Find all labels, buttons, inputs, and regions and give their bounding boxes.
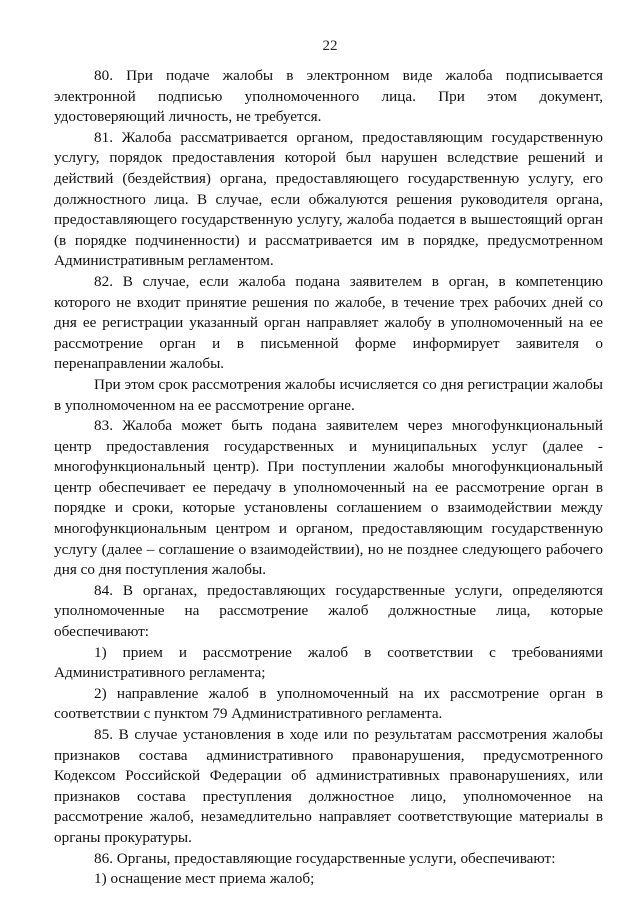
paragraph-84: 84. В органах, предоставляющих государственные услуги, определяются уполномоченные на рассмотрение жалоб должностные лица, которые обеспечивают: (54, 581, 603, 641)
document-body (54, 66, 603, 890)
paragraph-82-term: При этом срок рассмотрения жалобы исчисляется со дня регистрации жалобы в уполномоченном на ее рассмотрение органе. (54, 375, 603, 414)
paragraph-84-item-2: 2) направление жалоб в уполномоченный на их рассмотрение орган в соответствии с пунктом 79 Административного регламента. (54, 684, 603, 723)
paragraph-86: 86. Органы, предоставляющие государственные услуги, обеспечивают: (94, 849, 556, 867)
page-number: 22 (322, 38, 338, 54)
paragraph-86-item-1: 1) оснащение мест приема жалоб; (94, 870, 315, 888)
paragraph-83: 83. Жалоба может быть подана заявителем через многофункциональный центр предоставления государственных и муниципальных услуг (далее - многофункциональный центр). При поступлении жалобы многофункциональный центр обеспечивает ее передачу в уполномоченный на ее рассмотрение орган в порядке и сроки, которые установлены соглашением о взаимодействии между многофункциональным центром и органом, предоставляющим государственную услугу (далее – соглашение о взаимодействии), но не позднее следующего рабочего дня со дня поступления жалобы. (54, 417, 603, 579)
paragraph-82: 82. В случае, если жалоба подана заявителем в орган, в компетенцию которого не входит принятие решения по жалобе, в течение трех рабочих дней со дня ее регистрации указанный орган направляет жалобу в уполномоченный на ее рассмотрение орган и в письменной форме информирует заявителя о перенаправлении жалобы. (54, 272, 603, 373)
paragraph-81: 81. Жалоба рассматривается органом, предоставляющим государственную услугу, порядок предоставления которой был нарушен вследствие решений и действий (бездействия) органа, предоставляющего государственную услугу, его должностного лица. В случае, если обжалуются решения руководителя органа, предоставляющего государственную услугу, жалоба подается в вышестоящий орган (в порядке подчиненности) и рассматривается им в порядке, предусмотренном Административным регламентом. (54, 128, 603, 270)
paragraph-80: 80. При подаче жалобы в электронном виде жалоба подписывается электронной подписью уполномоченного лица. При этом документ, удостоверяющий личность, не требуется. (54, 67, 603, 126)
paragraph-84-item-1: 1) прием и рассмотрение жалоб в соответствии с требованиями Административного регламента; (54, 643, 603, 682)
paragraph-85: 85. В случае установления в ходе или по результатам рассмотрения жалобы признаков состава административного правонарушения, предусмотренного Кодексом Российской Федерации об административных правонарушениях, или признаков состава преступления должностное лицо, уполномоченное на рассмотрение жалоб, незамедлительно направляет соответствующие материалы в органы прокуратуры. (54, 726, 603, 846)
